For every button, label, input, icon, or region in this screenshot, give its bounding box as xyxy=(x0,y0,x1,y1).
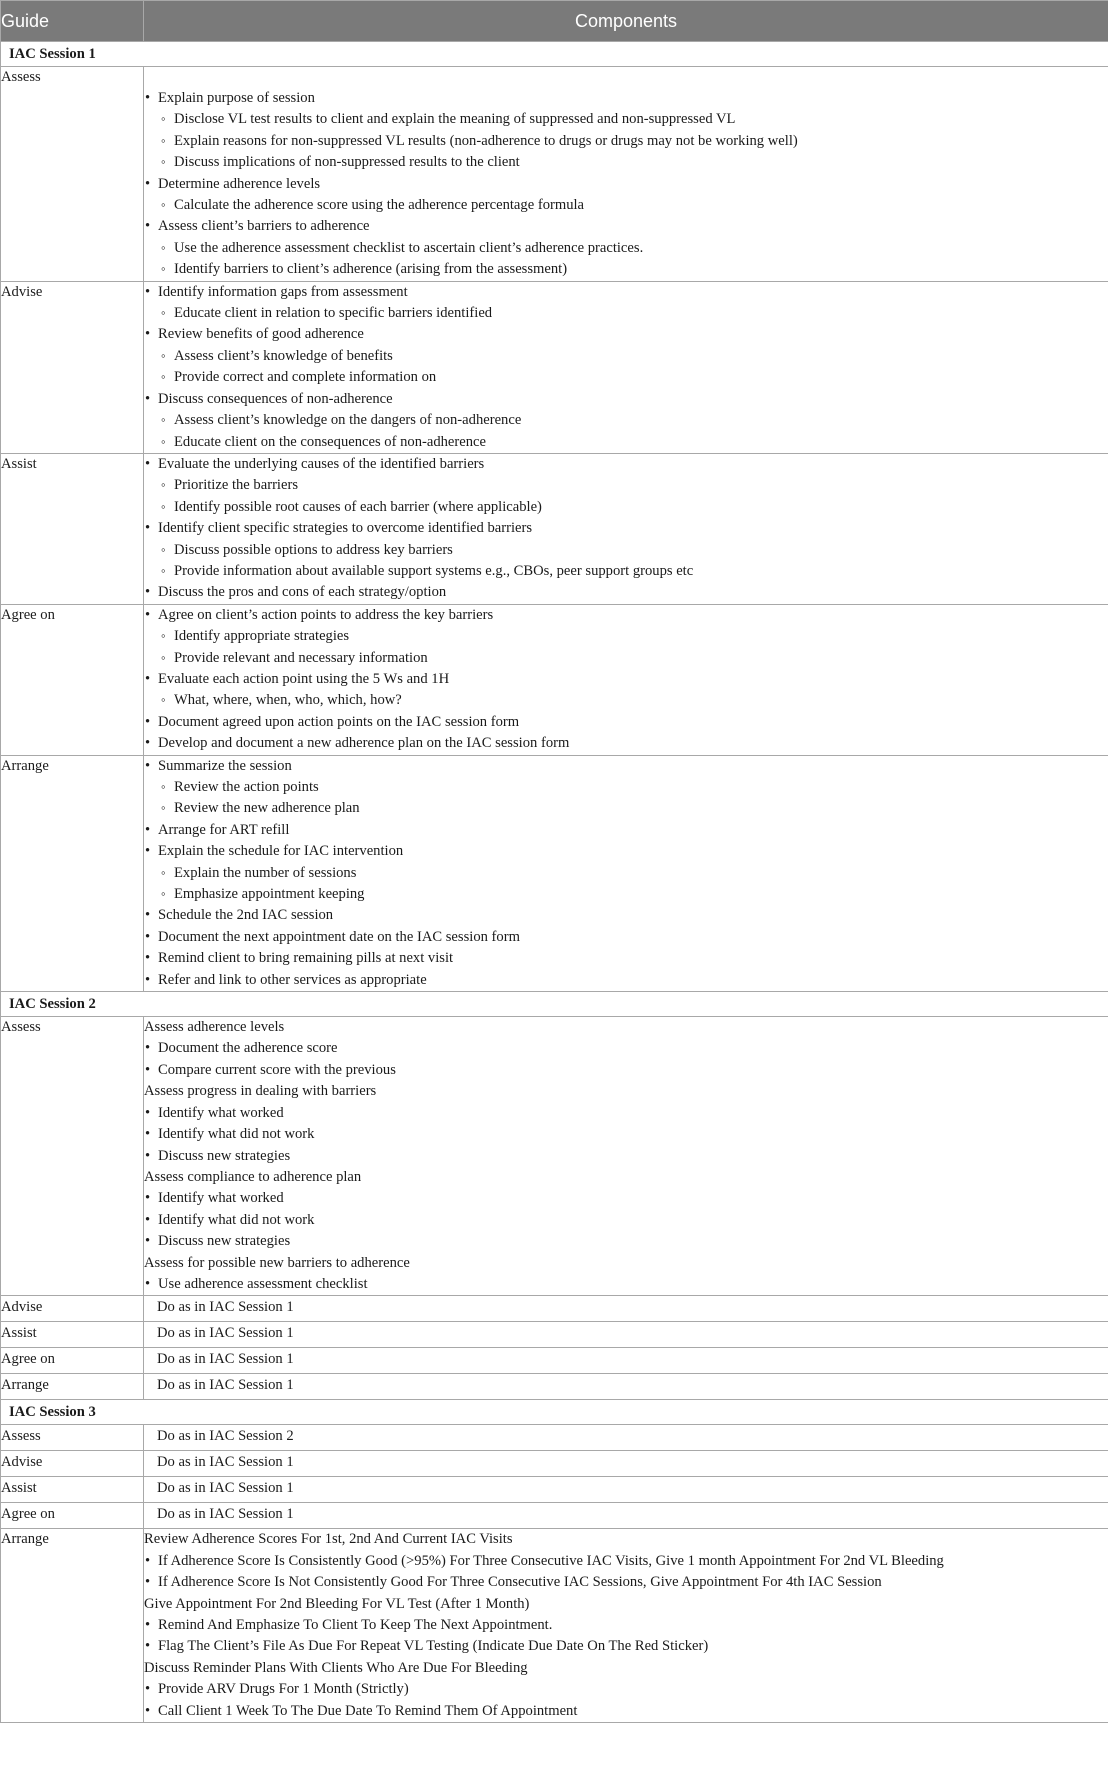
component-bullet: • If Adherence Score Is Not Consistently Good For Three Consecutive IAC Sessions, Give Appointment For 4th IAC Session xyxy=(144,1572,1108,1593)
phase-cell: Arrange xyxy=(1,755,144,991)
component-heading: Do as in IAC Session 1 xyxy=(157,1506,294,1523)
component-bullet: • Identify what worked xyxy=(144,1188,1108,1209)
session-title: IAC Session 3 xyxy=(1,1400,1108,1425)
components-cell xyxy=(144,1451,1108,1477)
component-bullet: • Explain the schedule for IAC intervention xyxy=(144,841,1108,862)
component-bullet: • Arrange for ART refill xyxy=(144,820,1108,841)
components-cell xyxy=(144,1296,1108,1322)
component-bullet: • Refer and link to other services as appropriate xyxy=(144,970,1108,991)
component-subbullet: ◦ Discuss possible options to address key barriers xyxy=(144,540,1108,561)
table-row xyxy=(1,1451,1108,1477)
component-subbullet: ◦ Provide information about available support systems e.g., CBOs, peer support groups etc xyxy=(144,561,1108,582)
phase-cell: Advise xyxy=(1,1296,144,1322)
component-heading: Assess adherence levels xyxy=(144,1019,285,1036)
table-body xyxy=(1,42,1108,1723)
session-header-row xyxy=(1,992,1108,1017)
component-bullet: • Identify what did not work xyxy=(144,1210,1108,1231)
component-bullet: • Discuss consequences of non-adherence xyxy=(144,389,1108,410)
component-subbullet: ◦ Educate client in relation to specific barriers identified xyxy=(144,303,1108,324)
component-bullet: • Flag The Client’s File As Due For Repeat VL Testing (Indicate Due Date On The Red Sticker) xyxy=(144,1636,1108,1657)
components-cell xyxy=(144,1017,1108,1296)
component-subbullet: ◦ Identify barriers to client’s adherence (arising from the assessment) xyxy=(144,259,1108,280)
component-subbullet: ◦ Explain the number of sessions xyxy=(144,863,1108,884)
components-cell xyxy=(144,1425,1108,1451)
table-row xyxy=(1,1296,1108,1322)
table-row xyxy=(1,755,1108,991)
component-subbullet: ◦ Disclose VL test results to client and explain the meaning of suppressed and non-suppressed VL xyxy=(144,109,1108,130)
component-bullet: • Schedule the 2nd IAC session xyxy=(144,905,1108,926)
component-bullet: • Call Client 1 Week To The Due Date To Remind Them Of Appointment xyxy=(144,1701,1108,1722)
components-cell xyxy=(144,604,1108,755)
phase-cell: Assess xyxy=(1,67,144,282)
component-bullet: • Assess client’s barriers to adherence xyxy=(144,216,1108,237)
table-row xyxy=(1,604,1108,755)
component-subbullet: ◦ Review the new adherence plan xyxy=(144,798,1108,819)
component-bullet: • Compare current score with the previous xyxy=(144,1060,1108,1081)
component-subbullet: ◦ Review the action points xyxy=(144,777,1108,798)
table-row xyxy=(1,1322,1108,1348)
table-row xyxy=(1,1425,1108,1451)
phase-cell: Agree on xyxy=(1,1348,144,1374)
session-header-row xyxy=(1,42,1108,67)
component-bullet: • Document agreed upon action points on the IAC session form xyxy=(144,712,1108,733)
component-bullet: • Provide ARV Drugs For 1 Month (Strictly) xyxy=(144,1679,1108,1700)
component-bullet: • Discuss new strategies xyxy=(144,1231,1108,1252)
component-heading: Do as in IAC Session 1 xyxy=(157,1351,294,1368)
component-subbullet: ◦ Provide correct and complete information on xyxy=(144,367,1108,388)
component-subbullet: ◦ Use the adherence assessment checklist to ascertain client’s adherence practices. xyxy=(144,238,1108,259)
phase-cell: Agree on xyxy=(1,1503,144,1529)
phase-cell: Advise xyxy=(1,281,144,453)
phase-cell: Agree on xyxy=(1,604,144,755)
component-bullet: • Summarize the session xyxy=(144,756,1108,777)
component-bullet: • Evaluate the underlying causes of the identified barriers xyxy=(144,454,1108,475)
session-title: IAC Session 2 xyxy=(1,992,1108,1017)
components-cell xyxy=(144,1374,1108,1400)
component-heading: Do as in IAC Session 1 xyxy=(157,1454,294,1471)
component-bullet: • Discuss the pros and cons of each strategy/option xyxy=(144,582,1108,603)
component-subbullet: ◦ Emphasize appointment keeping xyxy=(144,884,1108,905)
header-guide: Guide xyxy=(1,1,144,42)
table-row xyxy=(1,1477,1108,1503)
component-heading: Do as in IAC Session 1 xyxy=(157,1299,294,1316)
component-subbullet: ◦ Identify appropriate strategies xyxy=(144,626,1108,647)
component-bullet: • Review benefits of good adherence xyxy=(144,324,1108,345)
component-subbullet: ◦ Discuss implications of non-suppressed results to the client xyxy=(144,152,1108,173)
component-heading: Do as in IAC Session 1 xyxy=(157,1480,294,1497)
component-bullet: • Determine adherence levels xyxy=(144,174,1108,195)
session-header-row xyxy=(1,1400,1108,1425)
session-title: IAC Session 1 xyxy=(1,42,1108,67)
component-bullet: • Remind client to bring remaining pills at next visit xyxy=(144,948,1108,969)
component-bullet: • Discuss new strategies xyxy=(144,1146,1108,1167)
component-heading: Do as in IAC Session 2 xyxy=(157,1428,294,1445)
component-subbullet: ◦ Assess client’s knowledge on the dangers of non-adherence xyxy=(144,410,1108,431)
component-subbullet: ◦ Provide relevant and necessary information xyxy=(144,648,1108,669)
phase-cell: Assist xyxy=(1,1477,144,1503)
component-heading: Assess compliance to adherence plan xyxy=(144,1168,362,1185)
header-components: Components xyxy=(144,1,1108,42)
component-bullet: • Document the adherence score xyxy=(144,1038,1108,1059)
component-heading: Assess progress in dealing with barriers xyxy=(144,1083,377,1100)
component-bullet: • Identify what worked xyxy=(144,1103,1108,1124)
component-heading: Review Adherence Scores For 1st, 2nd And Current IAC Visits xyxy=(144,1531,513,1548)
component-bullet: • Identify information gaps from assessment xyxy=(144,282,1108,303)
phase-cell: Arrange xyxy=(1,1374,144,1400)
component-heading: Do as in IAC Session 1 xyxy=(157,1325,294,1342)
table-row xyxy=(1,1529,1108,1723)
components-cell xyxy=(144,453,1108,604)
phase-cell: Advise xyxy=(1,1451,144,1477)
table-row xyxy=(1,67,1108,282)
table-row xyxy=(1,453,1108,604)
component-subbullet: ◦ What, where, when, who, which, how? xyxy=(144,690,1108,711)
component-heading: Discuss Reminder Plans With Clients Who Are Due For Bleeding xyxy=(144,1659,528,1676)
component-bullet: • Evaluate each action point using the 5 Ws and 1H xyxy=(144,669,1108,690)
component-heading: Do as in IAC Session 1 xyxy=(157,1377,294,1394)
table-row xyxy=(1,1374,1108,1400)
component-subbullet: ◦ Educate client on the consequences of non-adherence xyxy=(144,432,1108,453)
components-cell xyxy=(144,1348,1108,1374)
table-row xyxy=(1,1503,1108,1529)
phase-cell: Arrange xyxy=(1,1529,144,1723)
component-heading: Assess for possible new barriers to adherence xyxy=(144,1254,410,1271)
component-subbullet: ◦ Explain reasons for non-suppressed VL results (non-adherence to drugs or drugs may not be working well) xyxy=(144,131,1108,152)
component-bullet: • Explain purpose of session xyxy=(144,88,1108,109)
component-bullet: • Remind And Emphasize To Client To Keep The Next Appointment. xyxy=(144,1615,1108,1636)
component-bullet: • Agree on client’s action points to address the key barriers xyxy=(144,605,1108,626)
table-row xyxy=(1,1017,1108,1296)
components-cell xyxy=(144,1477,1108,1503)
table-row xyxy=(1,1348,1108,1374)
component-subbullet: ◦ Identify possible root causes of each barrier (where applicable) xyxy=(144,497,1108,518)
components-cell xyxy=(144,1529,1108,1723)
component-bullet: • Develop and document a new adherence plan on the IAC session form xyxy=(144,733,1108,754)
component-bullet: • Identify what did not work xyxy=(144,1124,1108,1145)
components-cell xyxy=(144,67,1108,282)
table-header-row xyxy=(1,1,1108,42)
phase-cell: Assess xyxy=(1,1425,144,1451)
component-bullet: • Document the next appointment date on the IAC session form xyxy=(144,927,1108,948)
component-subbullet: ◦ Prioritize the barriers xyxy=(144,475,1108,496)
component-bullet: • Identify client specific strategies to overcome identified barriers xyxy=(144,518,1108,539)
components-cell xyxy=(144,281,1108,453)
components-cell xyxy=(144,1322,1108,1348)
phase-cell: Assist xyxy=(1,453,144,604)
component-bullet: • Use adherence assessment checklist xyxy=(144,1274,1108,1295)
component-subbullet: ◦ Calculate the adherence score using the adherence percentage formula xyxy=(144,195,1108,216)
component-subbullet: ◦ Assess client’s knowledge of benefits xyxy=(144,346,1108,367)
components-cell xyxy=(144,1503,1108,1529)
phase-cell: Assist xyxy=(1,1322,144,1348)
phase-cell: Assess xyxy=(1,1017,144,1296)
components-cell xyxy=(144,755,1108,991)
table-row xyxy=(1,281,1108,453)
component-bullet: • If Adherence Score Is Consistently Good (>95%) For Three Consecutive IAC Visits, Give 1 month Appointment For 2nd VL Bleeding xyxy=(144,1551,1108,1572)
component-heading: Give Appointment For 2nd Bleeding For VL Test (After 1 Month) xyxy=(144,1595,530,1612)
